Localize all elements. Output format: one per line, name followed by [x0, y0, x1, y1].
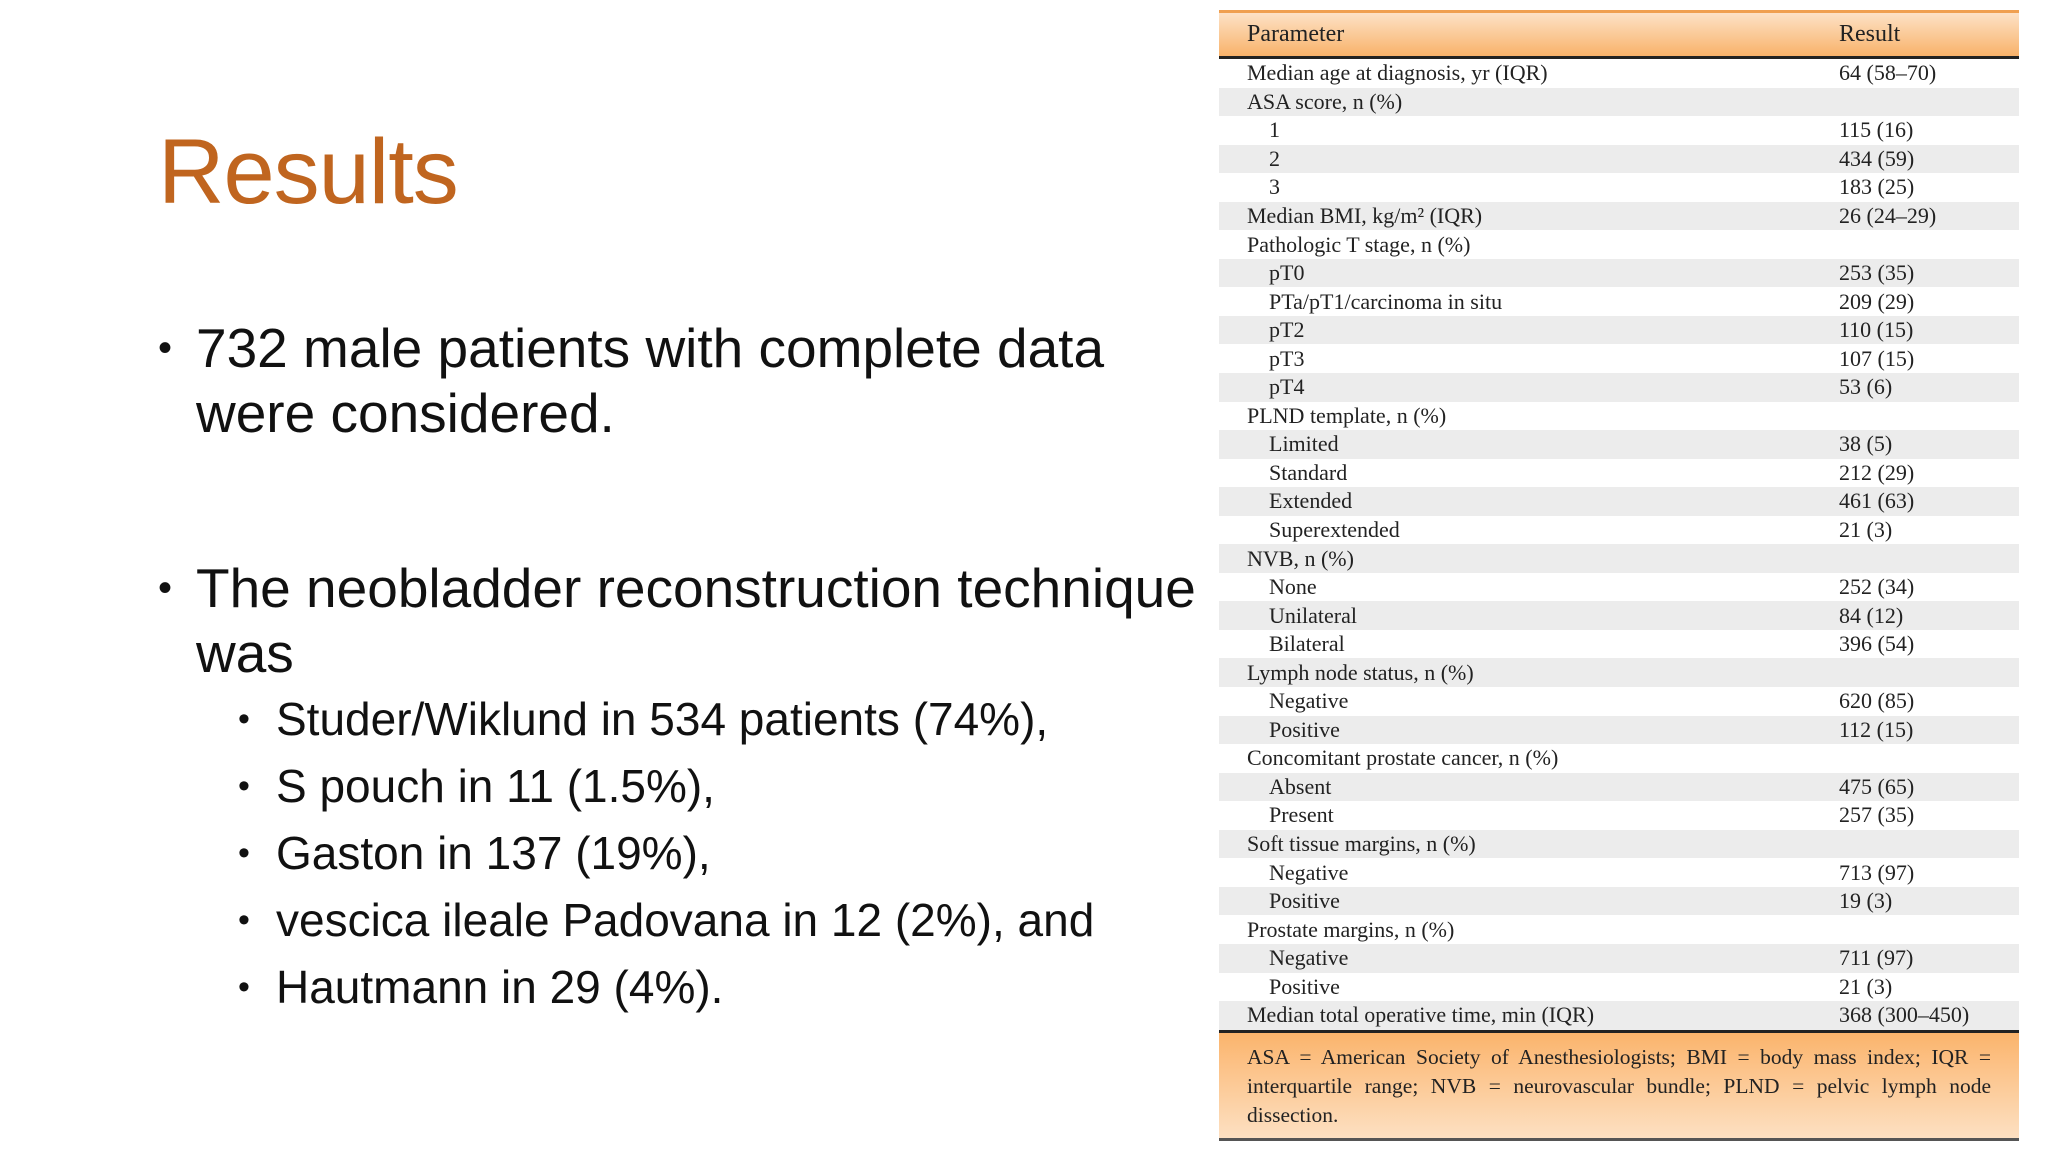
cell-result: 620 (85) — [1839, 688, 1915, 714]
table-row — [1219, 259, 2019, 288]
cell-parameter: Unilateral — [1269, 602, 1357, 628]
bullet-dot: • — [158, 566, 173, 610]
bullet-text: The neobladder reconstruction technique was — [196, 557, 1196, 684]
table-footnote: ASA = American Society of Anesthesiologists; BMI = body mass index; IQR = interquartile range; NVB = neurovascular bundle; PLND = pelvic lymph node dissection. — [1219, 1030, 2019, 1141]
cell-result: 713 (97) — [1839, 859, 1915, 885]
table-row — [1219, 773, 2019, 802]
cell-parameter: Limited — [1269, 431, 1339, 457]
subbullet-text: Gaston in 137 (19%), — [276, 827, 711, 879]
cell-parameter: Positive — [1269, 888, 1340, 914]
cell-parameter: NVB, n (%) — [1247, 545, 1354, 571]
table-row — [1219, 459, 2019, 488]
table-row — [1219, 116, 2019, 145]
table-row — [1219, 145, 2019, 174]
subbullet-dot: • — [238, 767, 250, 805]
cell-parameter: pT3 — [1269, 345, 1305, 371]
cell-result: 115 (16) — [1839, 117, 1914, 143]
cell-parameter: 2 — [1269, 145, 1280, 171]
results-table — [1219, 10, 2019, 1141]
table-row — [1219, 630, 2019, 659]
cell-parameter: Negative — [1269, 688, 1349, 714]
table-row — [1219, 573, 2019, 602]
bullet-patients — [158, 316, 1218, 446]
header-result: Result — [1839, 21, 1901, 47]
table-row — [1219, 173, 2019, 202]
cell-result: 26 (24–29) — [1839, 203, 1937, 228]
cell-parameter: Bilateral — [1269, 631, 1345, 657]
cell-parameter: pT0 — [1269, 260, 1305, 286]
table-header — [1219, 10, 2019, 59]
subbullet-item — [238, 954, 1218, 1021]
cell-result: 112 (15) — [1839, 716, 1914, 742]
cell-parameter: Extended — [1269, 488, 1353, 514]
table-row — [1219, 344, 2019, 373]
cell-result: 21 (3) — [1839, 517, 1893, 543]
cell-parameter: Prostate margins, n (%) — [1247, 916, 1455, 942]
cell-result: 53 (6) — [1839, 374, 1893, 400]
cell-result: 252 (34) — [1839, 574, 1915, 600]
cell-parameter: Present — [1269, 802, 1334, 828]
cell-parameter: PLND template, n (%) — [1247, 402, 1447, 428]
cell-parameter: Lymph node status, n (%) — [1247, 659, 1474, 685]
table-row — [1219, 544, 2019, 573]
subbullet-text: vescica ileale Padovana in 12 (2%), and — [276, 894, 1095, 946]
table-row — [1219, 744, 2019, 773]
cell-result: 434 (59) — [1839, 145, 1915, 171]
subbullet-dot: • — [238, 901, 250, 939]
table-row — [1219, 801, 2019, 830]
cell-parameter: ASA score, n (%) — [1247, 88, 1403, 114]
cell-parameter: Superextended — [1269, 517, 1400, 543]
cell-result: 183 (25) — [1839, 174, 1915, 200]
cell-result: 253 (35) — [1839, 260, 1915, 286]
subbullet-text: Studer/Wiklund in 534 patients (74%), — [276, 693, 1049, 745]
cell-parameter: 3 — [1269, 174, 1280, 200]
table-row — [1219, 230, 2019, 259]
slide-title: Results — [158, 121, 458, 223]
subbullet-dot: • — [238, 834, 250, 872]
table-row — [1219, 202, 2019, 231]
table-body — [1219, 59, 2019, 1030]
cell-parameter: PTa/pT1/carcinoma in situ — [1269, 288, 1503, 314]
table-row — [1219, 601, 2019, 630]
subbullet-item — [238, 820, 1218, 887]
cell-result: 396 (54) — [1839, 631, 1915, 657]
subbullet-dot: • — [238, 700, 250, 738]
cell-parameter: Standard — [1269, 459, 1348, 485]
table-row — [1219, 487, 2019, 516]
table-row — [1219, 516, 2019, 545]
cell-result: 257 (35) — [1839, 802, 1915, 828]
bullet-dot: • — [158, 326, 173, 370]
table-row — [1219, 887, 2019, 916]
cell-parameter: Negative — [1269, 945, 1349, 971]
cell-parameter: Concomitant prostate cancer, n (%) — [1247, 745, 1559, 771]
table-row — [1219, 402, 2019, 431]
table-row — [1219, 915, 2019, 944]
table-row — [1219, 373, 2019, 402]
cell-result: 21 (3) — [1839, 973, 1893, 999]
table-row — [1219, 944, 2019, 973]
table-row — [1219, 287, 2019, 316]
table-row — [1219, 316, 2019, 345]
table-row — [1219, 59, 2019, 88]
subbullet-item — [238, 753, 1218, 820]
table-row — [1219, 1001, 2019, 1030]
cell-parameter: Median total operative time, min (IQR) — [1247, 1002, 1595, 1028]
table-row — [1219, 858, 2019, 887]
cell-result: 212 (29) — [1839, 459, 1915, 485]
subbullet-dot: • — [238, 968, 250, 1006]
cell-parameter: Negative — [1269, 859, 1349, 885]
table-row — [1219, 973, 2019, 1002]
cell-result: 19 (3) — [1839, 888, 1893, 914]
subbullet-item — [238, 887, 1218, 954]
subbullet-text: Hautmann in 29 (4%). — [276, 961, 724, 1013]
cell-result: 711 (97) — [1839, 945, 1914, 971]
table-row — [1219, 716, 2019, 745]
cell-result: 84 (12) — [1839, 602, 1904, 628]
cell-parameter: Positive — [1269, 973, 1340, 999]
cell-parameter: 1 — [1269, 117, 1280, 143]
cell-parameter: pT4 — [1269, 374, 1305, 400]
cell-result: 461 (63) — [1839, 488, 1915, 514]
bullet-list — [158, 316, 1218, 1021]
bullet-text: 732 male patients with complete data were considered. — [196, 317, 1105, 444]
cell-result: 107 (15) — [1839, 345, 1915, 371]
header-parameter: Parameter — [1247, 21, 1345, 47]
cell-result: 368 (300–450) — [1839, 1002, 1970, 1028]
cell-result: 38 (5) — [1839, 431, 1893, 457]
cell-parameter: Soft tissue margins, n (%) — [1247, 831, 1476, 857]
cell-parameter: Median age at diagnosis, yr (IQR) — [1247, 60, 1548, 86]
cell-parameter: Median BMI, kg/m² (IQR) — [1247, 203, 1483, 228]
cell-parameter: pT2 — [1269, 317, 1305, 343]
cell-parameter: Positive — [1269, 716, 1340, 742]
cell-result: 209 (29) — [1839, 288, 1915, 314]
table-row — [1219, 430, 2019, 459]
table-row — [1219, 830, 2019, 859]
cell-parameter: Absent — [1269, 773, 1332, 799]
bullet-technique — [158, 556, 1218, 686]
cell-result: 110 (15) — [1839, 317, 1914, 343]
subbullet-item — [238, 686, 1218, 753]
table-row — [1219, 658, 2019, 687]
subbullet-text: S pouch in 11 (1.5%), — [276, 760, 715, 812]
table-row — [1219, 687, 2019, 716]
cell-parameter: None — [1269, 574, 1317, 600]
cell-result: 475 (65) — [1839, 773, 1915, 799]
cell-result: 64 (58–70) — [1839, 60, 1937, 86]
cell-parameter: Pathologic T stage, n (%) — [1247, 231, 1471, 257]
table-row — [1219, 88, 2019, 117]
